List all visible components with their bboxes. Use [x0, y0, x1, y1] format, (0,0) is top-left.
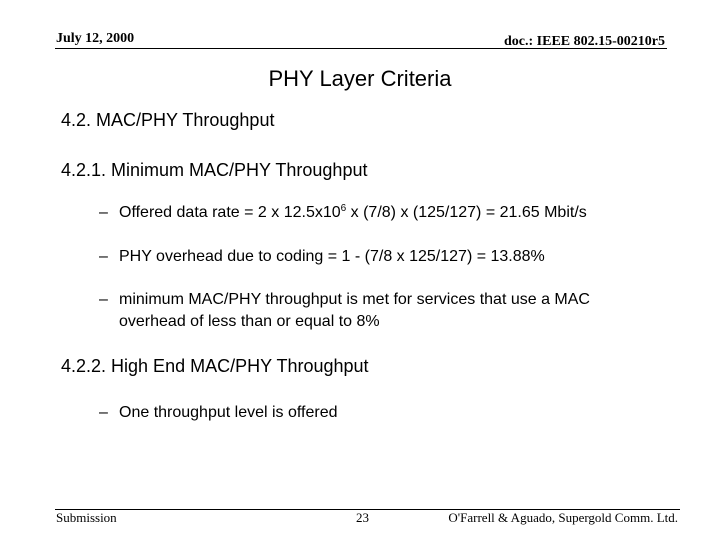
bullet-text: PHY overhead due to coding = 1 - (7/8 x 125/127) = 13.88% [119, 248, 545, 265]
slide-title: PHY Layer Criteria [268, 66, 452, 91]
footer-submission: Submission [56, 510, 117, 525]
bullet-minimum-throughput [99, 289, 590, 333]
bullet-marker: – [99, 204, 108, 221]
bullet-superscript: 6 [340, 203, 347, 214]
bullet-throughput-level [99, 402, 338, 424]
bullet-marker: – [99, 404, 108, 421]
bullet-offered-data-rate [99, 202, 587, 224]
header-divider [55, 48, 667, 49]
bullet-text [119, 289, 590, 333]
header-doc-id: doc.: IEEE 802.15-00210r5 [504, 34, 665, 49]
bullet-marker: – [99, 291, 108, 308]
section-heading: 4.2. MAC/PHY Throughput [61, 110, 275, 130]
bullet-text [119, 202, 587, 224]
subsection-heading-minimum: 4.2.1. Minimum MAC/PHY Throughput [61, 160, 368, 180]
bullet-text-part: Offered data rate = 2 x 12.5x10 [119, 204, 341, 221]
bullet-text-part: x (7/8) x (125/127) = 21.65 Mbit/s [346, 204, 587, 221]
footer-authors: O'Farrell & Aguado, Supergold Comm. Ltd. [448, 510, 678, 525]
bullet-text: One throughput level is offered [119, 404, 338, 421]
header-date: July 12, 2000 [56, 31, 135, 46]
bullet-marker: – [99, 248, 108, 265]
bullet-phy-overhead [99, 246, 545, 268]
bullet-text-line: minimum MAC/PHY throughput is met for services that use a MAC [119, 291, 590, 308]
bullet-text-line: overhead of less than or equal to 8% [119, 313, 380, 330]
subsection-heading-high-end: 4.2.2. High End MAC/PHY Throughput [61, 356, 369, 376]
footer-page-number: 23 [356, 510, 369, 525]
